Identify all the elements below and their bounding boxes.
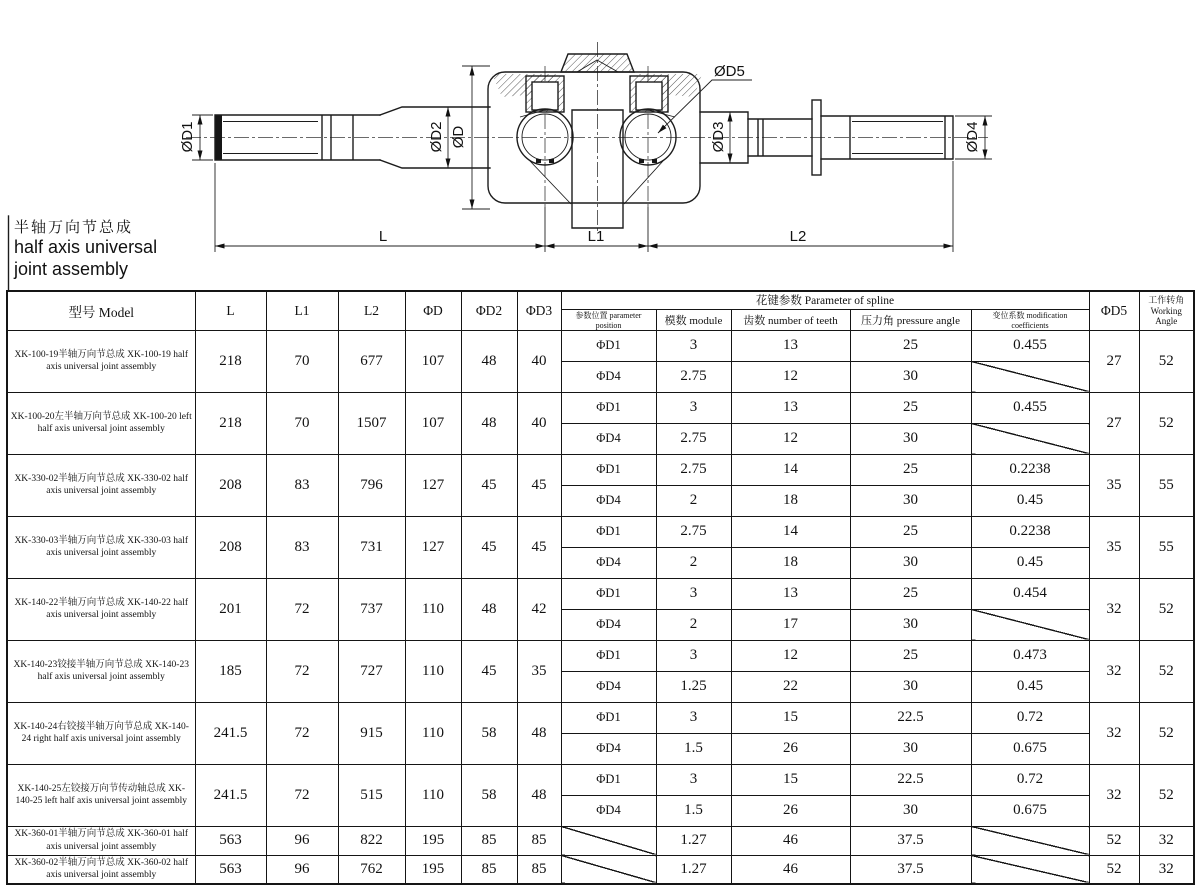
cell-wa: 52 [1139, 764, 1194, 826]
cell-d3: 48 [517, 764, 561, 826]
cell-module: 3 [656, 640, 731, 671]
title-block [14, 219, 157, 280]
col-header-pressure: 压力角 pressure angle [850, 309, 971, 330]
cell-teeth: 13 [731, 392, 850, 423]
cell-module: 3 [656, 330, 731, 361]
cell-L1: 72 [266, 702, 338, 764]
cell-position: ΦD1 [561, 764, 656, 795]
table-row [7, 454, 1194, 485]
cell-position: ΦD1 [561, 454, 656, 485]
table-row [7, 855, 1194, 884]
cell-model: XK-140-22半轴万向节总成 XK-140-22 half axis universal joint assembly [7, 578, 195, 640]
cell-pressure: 30 [850, 485, 971, 516]
cell-L2: 677 [338, 330, 405, 392]
cell-model: XK-140-25左铰接万向节传动轴总成 XK-140-25 left half axis universal joint assembly [7, 764, 195, 826]
cell-position: ΦD1 [561, 702, 656, 733]
cell-module: 2 [656, 547, 731, 578]
cell-d2: 58 [461, 764, 517, 826]
cell-d: 110 [405, 578, 461, 640]
cell-teeth: 26 [731, 795, 850, 826]
cell-position: ΦD4 [561, 795, 656, 826]
cell-L: 218 [195, 330, 266, 392]
cell-pressure: 30 [850, 733, 971, 764]
cell-modification: 0.454 [971, 578, 1089, 609]
cell-L1: 83 [266, 454, 338, 516]
working-angle-cn: 工作转角 [1148, 295, 1185, 306]
cell-modification: 0.2238 [971, 454, 1089, 485]
cell-pressure: 37.5 [850, 826, 971, 855]
cell-pressure: 30 [850, 671, 971, 702]
cell-d2: 48 [461, 578, 517, 640]
dim-label-d2: ØD2 [428, 121, 445, 153]
cell-position: ΦD1 [561, 578, 656, 609]
cell-pressure: 25 [850, 454, 971, 485]
cell-wa: 32 [1139, 826, 1194, 855]
spec-table-body [7, 330, 1194, 884]
col-header-teeth: 齿数 number of teeth [731, 309, 850, 330]
col-header-L2: L2 [338, 291, 405, 330]
cell-module: 1.27 [656, 826, 731, 855]
cell-d: 107 [405, 392, 461, 454]
cell-wa: 55 [1139, 516, 1194, 578]
cell-d3: 40 [517, 392, 561, 454]
cell-L2: 737 [338, 578, 405, 640]
cell-model: XK-360-01半轴万向节总成 XK-360-01 half axis universal joint assembly [7, 826, 195, 855]
cell-pressure: 30 [850, 423, 971, 454]
cell-teeth: 22 [731, 671, 850, 702]
dim-label-d5: ØD5 [714, 63, 745, 80]
cell-d3: 42 [517, 578, 561, 640]
cell-L2: 915 [338, 702, 405, 764]
col-header-module: 模数 module [656, 309, 731, 330]
dim-label-l: L [378, 228, 388, 245]
cell-L: 208 [195, 454, 266, 516]
cell-L: 563 [195, 855, 266, 884]
cell-L1: 83 [266, 516, 338, 578]
cell-teeth: 13 [731, 578, 850, 609]
cell-position: ΦD4 [561, 733, 656, 764]
cell-modification [971, 826, 1089, 855]
cell-L: 241.5 [195, 702, 266, 764]
cell-modification: 0.455 [971, 330, 1089, 361]
cell-teeth: 18 [731, 485, 850, 516]
cell-pressure: 30 [850, 795, 971, 826]
cell-modification: 0.45 [971, 671, 1089, 702]
cell-wa: 52 [1139, 578, 1194, 640]
title-english-line1: half axis universal [14, 237, 158, 257]
cell-position: ΦD1 [561, 392, 656, 423]
cell-d2: 45 [461, 454, 517, 516]
cell-d5: 35 [1089, 454, 1139, 516]
cell-L2: 822 [338, 826, 405, 855]
cell-pressure: 25 [850, 640, 971, 671]
cell-pressure: 25 [850, 392, 971, 423]
left-shaft-outline [215, 107, 490, 168]
cell-d5: 32 [1089, 702, 1139, 764]
cell-teeth: 13 [731, 330, 850, 361]
cell-L1: 70 [266, 330, 338, 392]
col-header-d2: ΦD2 [461, 291, 517, 330]
dim-label-d1: ØD1 [179, 121, 196, 153]
cell-d: 107 [405, 330, 461, 392]
cell-L1: 72 [266, 640, 338, 702]
cell-wa: 52 [1139, 702, 1194, 764]
cell-teeth: 14 [731, 516, 850, 547]
cell-d: 195 [405, 826, 461, 855]
cell-d5: 52 [1089, 826, 1139, 855]
cell-d5: 32 [1089, 578, 1139, 640]
cell-position: ΦD4 [561, 423, 656, 454]
cell-L1: 72 [266, 578, 338, 640]
cell-pressure: 25 [850, 330, 971, 361]
spec-table [6, 290, 1195, 885]
cell-d5: 35 [1089, 516, 1139, 578]
cell-modification: 0.675 [971, 733, 1089, 764]
cell-L1: 96 [266, 826, 338, 855]
cell-teeth: 15 [731, 702, 850, 733]
col-header-model: 型号 Model [7, 291, 195, 330]
cell-pressure: 30 [850, 361, 971, 392]
cell-position [561, 855, 656, 884]
cell-pressure: 25 [850, 516, 971, 547]
cell-module: 2.75 [656, 516, 731, 547]
cell-L2: 762 [338, 855, 405, 884]
cell-modification [971, 423, 1089, 454]
cell-model: XK-140-24右铰接半轴万向节总成 XK-140-24 right half axis universal joint assembly [7, 702, 195, 764]
cell-module: 3 [656, 392, 731, 423]
cell-d5: 27 [1089, 330, 1139, 392]
cell-modification: 0.455 [971, 392, 1089, 423]
cell-modification: 0.72 [971, 764, 1089, 795]
dim-label-l2: L2 [789, 228, 807, 245]
cell-modification: 0.45 [971, 485, 1089, 516]
cell-model: XK-140-23铰接半轴万向节总成 XK-140-23 half axis universal joint assembly [7, 640, 195, 702]
table-row [7, 640, 1194, 671]
dim-label-l1: L1 [587, 228, 605, 245]
cell-L1: 72 [266, 764, 338, 826]
cell-module: 2 [656, 485, 731, 516]
table-row [7, 702, 1194, 733]
dim-label-d4: ØD4 [964, 121, 981, 153]
cell-teeth: 46 [731, 855, 850, 884]
cell-teeth: 15 [731, 764, 850, 795]
cell-module: 2.75 [656, 423, 731, 454]
cell-position: ΦD4 [561, 361, 656, 392]
cell-d3: 85 [517, 826, 561, 855]
cell-pressure: 37.5 [850, 855, 971, 884]
cell-modification: 0.675 [971, 795, 1089, 826]
cell-position: ΦD4 [561, 485, 656, 516]
col-header-spline-group: 花键参数 Parameter of spline [561, 291, 1089, 309]
cell-L: 241.5 [195, 764, 266, 826]
cell-module: 2.75 [656, 361, 731, 392]
cell-pressure: 22.5 [850, 764, 971, 795]
cell-L: 201 [195, 578, 266, 640]
cell-position [561, 826, 656, 855]
cell-module: 2.75 [656, 454, 731, 485]
col-header-d3: ΦD3 [517, 291, 561, 330]
cell-position: ΦD4 [561, 671, 656, 702]
cell-position: ΦD1 [561, 640, 656, 671]
cell-L2: 731 [338, 516, 405, 578]
cell-modification [971, 361, 1089, 392]
cell-pressure: 22.5 [850, 702, 971, 733]
col-header-position: 参数位置 parameter position [561, 309, 656, 330]
cell-L2: 1507 [338, 392, 405, 454]
cell-L: 185 [195, 640, 266, 702]
cell-model: XK-330-03半轴万向节总成 XK-330-03 half axis universal joint assembly [7, 516, 195, 578]
cell-model: XK-360-02半轴万向节总成 XK-360-02 half axis universal joint assembly [7, 855, 195, 884]
cell-module: 3 [656, 764, 731, 795]
cell-d: 127 [405, 454, 461, 516]
col-header-L1: L1 [266, 291, 338, 330]
dim-label-d3: ØD3 [710, 121, 727, 153]
cell-modification [971, 609, 1089, 640]
cell-L: 563 [195, 826, 266, 855]
cell-wa: 52 [1139, 640, 1194, 702]
cell-d2: 85 [461, 855, 517, 884]
cell-d2: 85 [461, 826, 517, 855]
dimensions [179, 63, 992, 252]
cell-module: 1.25 [656, 671, 731, 702]
cell-L1: 70 [266, 392, 338, 454]
cell-d2: 48 [461, 392, 517, 454]
cell-L: 208 [195, 516, 266, 578]
cell-d2: 45 [461, 640, 517, 702]
cell-model: XK-100-20左半轴万向节总成 XK-100-20 left half axis universal joint assembly [7, 392, 195, 454]
cell-teeth: 26 [731, 733, 850, 764]
cell-d: 110 [405, 702, 461, 764]
cell-d: 110 [405, 764, 461, 826]
assembly-drawing [0, 0, 1200, 290]
cell-d3: 45 [517, 454, 561, 516]
cell-modification: 0.2238 [971, 516, 1089, 547]
title-chinese: 半轴万向节总成 [14, 219, 134, 236]
cell-position: ΦD4 [561, 609, 656, 640]
joint-housing-outline [488, 54, 702, 228]
cell-d: 195 [405, 855, 461, 884]
cell-d: 127 [405, 516, 461, 578]
col-header-d5: ΦD5 [1089, 291, 1139, 330]
cell-module: 1.5 [656, 733, 731, 764]
table-row [7, 764, 1194, 795]
title-english-line2: joint assembly [14, 258, 129, 279]
cell-d5: 32 [1089, 640, 1139, 702]
cell-L2: 727 [338, 640, 405, 702]
cell-d3: 35 [517, 640, 561, 702]
cell-teeth: 12 [731, 640, 850, 671]
cell-d3: 85 [517, 855, 561, 884]
cell-d2: 45 [461, 516, 517, 578]
cell-teeth: 18 [731, 547, 850, 578]
cell-teeth: 12 [731, 423, 850, 454]
cell-d2: 58 [461, 702, 517, 764]
col-header-d: ΦD [405, 291, 461, 330]
cell-module: 1.27 [656, 855, 731, 884]
table-row [7, 516, 1194, 547]
table-row [7, 392, 1194, 423]
cell-module: 3 [656, 578, 731, 609]
cell-model: XK-330-02半轴万向节总成 XK-330-02 half axis universal joint assembly [7, 454, 195, 516]
cell-position: ΦD1 [561, 330, 656, 361]
cell-L2: 796 [338, 454, 405, 516]
cell-modification: 0.473 [971, 640, 1089, 671]
col-header-working-angle [1139, 291, 1194, 330]
cell-module: 1.5 [656, 795, 731, 826]
cell-position: ΦD4 [561, 547, 656, 578]
table-row [7, 578, 1194, 609]
cell-module: 2 [656, 609, 731, 640]
cell-L1: 96 [266, 855, 338, 884]
cell-L2: 515 [338, 764, 405, 826]
cell-d5: 32 [1089, 764, 1139, 826]
cell-d5: 27 [1089, 392, 1139, 454]
cell-position: ΦD1 [561, 516, 656, 547]
cell-module: 3 [656, 702, 731, 733]
col-header-modification: 变位系数 modification coefficients [971, 309, 1089, 330]
cell-teeth: 46 [731, 826, 850, 855]
cell-teeth: 17 [731, 609, 850, 640]
cell-wa: 32 [1139, 855, 1194, 884]
cell-teeth: 14 [731, 454, 850, 485]
cell-d2: 48 [461, 330, 517, 392]
cell-pressure: 30 [850, 547, 971, 578]
cell-wa: 52 [1139, 330, 1194, 392]
cell-d3: 48 [517, 702, 561, 764]
cell-modification [971, 855, 1089, 884]
cell-d: 110 [405, 640, 461, 702]
cell-d3: 45 [517, 516, 561, 578]
dim-label-d: ØD [450, 125, 467, 149]
cell-d5: 52 [1089, 855, 1139, 884]
cell-wa: 52 [1139, 392, 1194, 454]
cell-d3: 40 [517, 330, 561, 392]
cell-modification: 0.72 [971, 702, 1089, 733]
working-angle-en: Working Angle [1150, 305, 1182, 326]
table-row [7, 330, 1194, 361]
cell-wa: 55 [1139, 454, 1194, 516]
cell-teeth: 12 [731, 361, 850, 392]
cell-model: XK-100-19半轴万向节总成 XK-100-19 half axis universal joint assembly [7, 330, 195, 392]
cell-pressure: 25 [850, 578, 971, 609]
col-header-L: L [195, 291, 266, 330]
table-row [7, 826, 1194, 855]
cell-L: 218 [195, 392, 266, 454]
cell-modification: 0.45 [971, 547, 1089, 578]
cell-pressure: 30 [850, 609, 971, 640]
